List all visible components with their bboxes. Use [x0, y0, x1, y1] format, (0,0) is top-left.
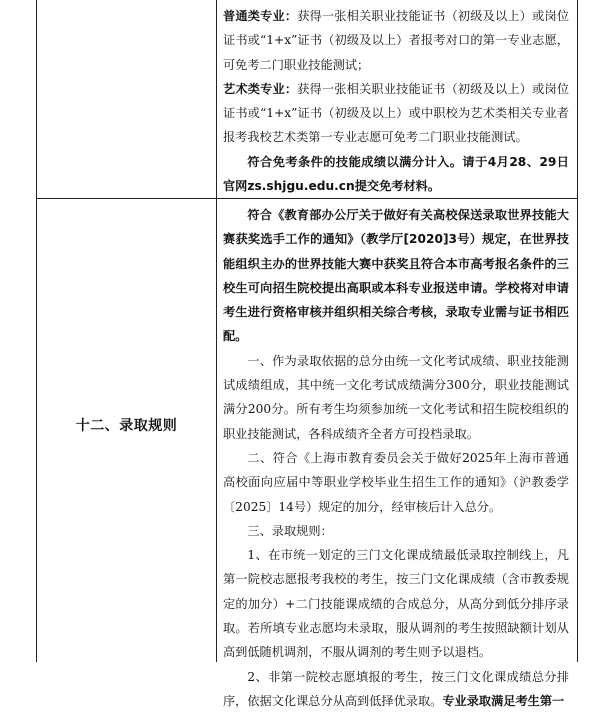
- document-table: [36, 0, 578, 708]
- exemption-note: 符合免考条件的技能成绩以满分计入。请于4月28、29日官网zs.shjgu.edu.cn提交免考材料。: [223, 154, 569, 194]
- section-title: 十二、录取规则: [75, 418, 178, 434]
- table-row-exemption: [37, 0, 577, 199]
- table-row-admission-rules: [37, 199, 577, 708]
- content-cell-admission: [223, 199, 569, 708]
- arts-major-paragraph: [223, 77, 569, 150]
- label-cell-empty: [37, 0, 217, 198]
- rule-paragraph-2: 二、符合《上海市教育委员会关于做好2025年上海市普通高校面向应届中等职业学校毕业生招生工作的通知》（沪教委学〔2025〕14号）规定的加分，经审核后计入总分。: [223, 450, 569, 514]
- general-major-text: 获得一张相关职业技能证书（初级及以上）或岗位证书或“1+x”证书（初级及以上）者报考对口的第一专业志愿，可免考二门职业技能测试；: [223, 9, 570, 72]
- rule-paragraph-5: [223, 665, 569, 713]
- rule-paragraph-5-text: 2、非第一院校志愿填报的考生，按三门文化课成绩总分排序，依据文化课总分从高到低择优录取。: [223, 669, 569, 708]
- content-cell-exemption: [223, 0, 569, 198]
- rule-paragraph-4: 1、在市统一划定的三门文化课成绩最低录取控制线上，凡第一院校志愿报考我校的考生，按三门文化课成绩（含市教委规定的加分）+二门技能课成绩的合成总分，从高分到低分排序录取。若所填专业志愿均未录取，服从调剂的考生按照缺额计划从高到低随机调剂，不服从调剂的考生则予以退档。: [223, 548, 569, 660]
- general-major-label: 普通类专业：: [223, 9, 298, 23]
- rule-paragraph-5-bold: 专业录取满足考生第一: [442, 693, 565, 708]
- rule-paragraph-3: 三、录取规则：: [247, 523, 333, 538]
- arts-major-text: 获得一张相关职业技能证书（初级及以上）或岗位证书或“1+x”证书（初级及以上）或中职校为艺术类相关专业者报考我校艺术类第一专业志愿可免考二门职业技能测试。: [223, 81, 570, 145]
- general-major-paragraph: [223, 0, 569, 77]
- arts-major-label: 艺术类专业：: [223, 81, 298, 96]
- rule-paragraph-1: 一、作为录取依据的总分由统一文化考试成绩、职业技能测试成绩组成，其中统一文化考试成绩满分300分，职业技能测试满分200分。所有考生均须参加统一文化考试和招生院校组织的职业技能测试，各科成绩齐全者方可投档录取。: [223, 353, 569, 441]
- world-skills-paragraph: 符合《教育部办公厅关于做好有关高校保送录取世界技能大赛获奖选手工作的通知》（教学厅[2020]3号）规定，在世界技能组织主办的世界技能大赛中获奖且符合本市高考报名条件的三校生可向招生院校提出高职或本科专业报送申请。学校将对申请考生进行资格审核并组织相关综合考核，录取专业需与证书相匹配。: [223, 208, 569, 344]
- label-cell-admission: [37, 199, 217, 662]
